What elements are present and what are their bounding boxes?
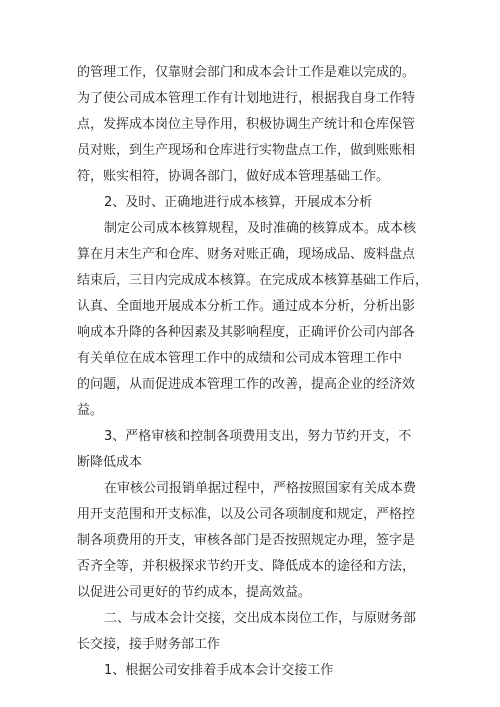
- text-line: 认真、全面地开展成本分析工作。通过成本分析，分析出影: [77, 299, 416, 314]
- section-heading-continued: 长交接，接手财务部工作: [77, 637, 221, 652]
- text-line: 有关单位在成本管理工作中的成绩和公司成本管理工作中: [77, 351, 403, 366]
- section-heading: 二、与成本会计交接，交出成本岗位工作，与原财务部: [104, 611, 417, 626]
- text-line: 符，账实相符，协调各部门，做好成本管理基础工作。: [77, 169, 390, 184]
- text-line: 否齐全等，并积极探求节约开支、降低成本的途径和方法，: [77, 559, 416, 574]
- text-line: 员对账，到生产现场和仓库进行实物盘点工作，做到账账相: [77, 143, 416, 158]
- section-heading: 2、及时、正确地进行成本核算，开展成本分析: [104, 195, 373, 210]
- text-line: 点，发挥成本岗位主导作用，积极协调生产统计和仓库保管: [77, 117, 416, 132]
- text-line: 制各项费用的开支，审核各部门是否按照规定办理，签字是: [77, 533, 416, 548]
- text-line: 为了使公司成本管理工作有计划地进行，根据我自身工作特: [77, 91, 416, 106]
- text-line: 制定公司成本核算规程，及时准确的核算成本。成本核: [104, 221, 417, 236]
- text-line: 益。: [77, 403, 104, 418]
- section-heading: 1、根据公司安排着手成本会计交接工作: [104, 663, 334, 678]
- text-line: 在审核公司报销单据过程中，严格按照国家有关成本费: [104, 481, 417, 496]
- text-line: 的问题，从而促进成本管理工作的改善，提高企业的经济效: [77, 377, 416, 392]
- text-line: 的管理工作，仅靠财会部门和成本会计工作是难以完成的。: [77, 65, 416, 80]
- text-line: 用开支范围和开支标准，以及公司各项制度和规定，严格控: [77, 507, 416, 522]
- text-line: 结束后，三日内完成成本核算。在完成成本核算基础工作后，: [77, 273, 429, 288]
- text-line: 算在月末生产和仓库、财务对账正确，现场成品、废料盘点: [77, 247, 416, 262]
- text-line: 响成本升降的各种因素及其影响程度，正确评价公司内部各: [77, 325, 416, 340]
- section-heading-continued: 断降低成本: [77, 455, 143, 470]
- section-heading: 3、严格审核和控制各项费用支出，努力节约开支，不: [104, 429, 412, 444]
- text-line: 以促进公司更好的节约成本，提高效益。: [77, 585, 312, 600]
